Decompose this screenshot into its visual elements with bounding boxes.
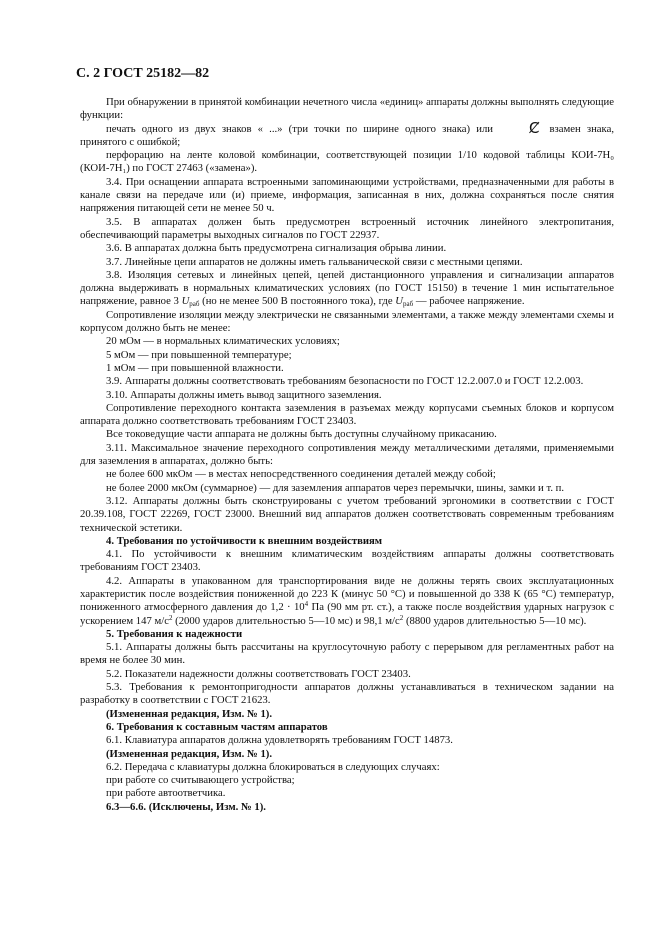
paragraph: 5.2. Показатели надежности должны соответствовать ГОСТ 23403. xyxy=(106,667,411,680)
text-run: Па (90 мм рт. ст.), а также после воздействия ударных нагрузок с ускорением 147 м/с xyxy=(80,601,615,627)
voltage-subscript: раб xyxy=(189,300,200,309)
amendment-note: (Измененная редакция, Изм. № 1). xyxy=(106,707,273,720)
paragraph: 3.4. При оснащении аппарата встроенными запоминающими устройствами, предназначенными для работы в канале связи на передаче или (и) приеме, информация, записанная в них, должна сохраняться после снятия напряжения питающей сети не менее 50 ч. xyxy=(80,175,614,215)
paragraph xyxy=(80,269,614,309)
exponent: 4 xyxy=(304,600,309,609)
text-run: (2000 ударов длительностью 5—10 мс) и 98,1 м/с xyxy=(175,614,400,627)
paragraph: 4.1. По устойчивости к внешним климатическим воздействиям аппараты должны соответствовать требованиям ГОСТ 23403. xyxy=(80,548,614,574)
paragraph: при работе автоответчика. xyxy=(106,787,226,800)
paragraph: 3.9. Аппараты должны соответствовать требованиям безопасности по ГОСТ 12.2.007.0 и ГОСТ 12.2.003. xyxy=(106,375,584,388)
paragraph: 1 мОм — при повышенной влажности. xyxy=(106,361,284,374)
paragraph: 6.1. Клавиатура аппаратов должна удовлетворять требованиям ГОСТ 14873. xyxy=(106,734,453,747)
document-body xyxy=(80,96,614,814)
text-run: печать одного из двух знаков « ...» (три точки по ширине одного знака) или xyxy=(106,122,494,135)
exponent: 2 xyxy=(399,613,404,622)
section-heading: 6. Требования к составным частям аппаратов xyxy=(106,720,328,733)
text-run: взамен знака, принятого с ошибкой; xyxy=(80,122,614,148)
paragraph: 3.7. Линейные цепи аппаратов не должны иметь гальванической связи с местными цепями. xyxy=(106,255,523,268)
paragraph xyxy=(80,118,614,150)
paragraph: не более 2000 мкОм (суммарное) — для заземления аппаратов через перемычки, шины, замки и т. п. xyxy=(106,481,565,494)
text-run: (8800 ударов длительностью 5—10 мс). xyxy=(405,614,587,627)
paragraph: не более 600 мкОм — в местах непосредственного соединения деталей между собой; xyxy=(106,468,496,481)
amendment-note: (Измененная редакция, Изм. № 1). xyxy=(106,747,273,760)
paragraph: 3.12. Аппараты должны быть сконструированы с учетом требований эргономики в соответствии с ГОСТ 20.39.108, ГОСТ 22269, ГОСТ 23000. Внешний вид аппаратов должен соответствовать современным требованиям технической эстетики. xyxy=(80,494,614,534)
amendment-note: 6.3—6.6. (Исключены, Изм. № 1). xyxy=(106,800,266,813)
paragraph: 5.3. Требования к ремонтопригодности аппаратов должны устанавливаться в техническом задании на разработку в соответствии с ГОСТ 21623. xyxy=(80,681,614,707)
paragraph: Сопротивление изоляции между электрически не связанными элементами, а также между элементами схемы и корпусом должно быть не менее: xyxy=(80,308,614,335)
paragraph: При обнаружении в принятой комбинации нечетного числа «единиц» аппараты должны выполнять следующие функции: xyxy=(80,96,614,122)
text-run: (но не менее 500 В постоянного тока), где xyxy=(202,295,393,308)
error-symbol-icon: Ȼ xyxy=(529,118,540,137)
paragraph: 3.11. Максимальное значение переходного сопротивления между металлическими деталями, применяемыми для заземления в аппаратах, должно быть: xyxy=(80,441,614,468)
page-header: С. 2 ГОСТ 25182—82 xyxy=(76,66,210,81)
text-run: 4.2. Аппараты в упакованном для транспортирования виде не должны терять своих эксплуатационных характеристик после воздействия пониженной до 223 К (минус 50 °С) и повышенной до 338 К (65 °С) температур, пониженного атмосферного давления до 1,2 · 10 xyxy=(80,574,614,614)
paragraph: 3.6. В аппаратах должна быть предусмотрена сигнализация обрыва линии. xyxy=(106,242,447,255)
text-run: 3.8. Изоляция сетевых и линейных цепей, цепей дистанционного управления и сигнализации аппаратов должна выдерживать в нормальных климатических условиях (по ГОСТ 15150) в течение 1 мин испытательное напряжение, равное 3 xyxy=(80,268,614,308)
paragraph: 5.1. Аппараты должны быть рассчитаны на круглосуточную работу с перерывом для регламентных работ на время не более 30 мин. xyxy=(80,641,614,667)
paragraph: 3.5. В аппаратах должен быть предусмотрен встроенный источник линейного электропитания, обеспечивающий параметры выходных сигналов по ГОСТ 22937. xyxy=(80,215,614,241)
paragraph: 6.2. Передача с клавиатуры должна блокироваться в следующих случаях: xyxy=(106,760,440,773)
text-run: — рабочее напряжение. xyxy=(415,295,525,308)
paragraph: Все токоведущие части аппарата не должны быть доступны случайному прикасанию. xyxy=(106,428,497,441)
paragraph: Сопротивление переходного контакта заземления в разъемах между корпусами съемных блоков и корпусом аппарата должно соответствовать требованиям ГОСТ 23403. xyxy=(80,401,614,428)
section-heading: 4. Требования по устойчивости к внешним воздействиям xyxy=(106,534,383,547)
paragraph: 3.10. Аппараты должны иметь вывод защитного заземления. xyxy=(106,388,382,401)
paragraph: 5 мОм — при повышенной температуре; xyxy=(106,348,292,361)
exponent: 2 xyxy=(168,613,173,622)
paragraph: при работе со считывающего устройства; xyxy=(106,774,295,787)
paragraph: 20 мОм — в нормальных климатических условиях; xyxy=(106,335,340,348)
voltage-subscript: раб xyxy=(403,300,414,309)
paragraph xyxy=(80,575,614,628)
voltage-symbol: U xyxy=(395,295,404,308)
voltage-symbol: U xyxy=(181,295,190,308)
section-heading: 5. Требования к надежности xyxy=(106,627,243,640)
paragraph: перфорацию на ленте коловой комбинации, соответствующей позиции 1/10 кодовой таблицы КОИ-7Н₀ (КОИ-7Н₁) по ГОСТ 27463 («замена»). xyxy=(80,149,614,175)
